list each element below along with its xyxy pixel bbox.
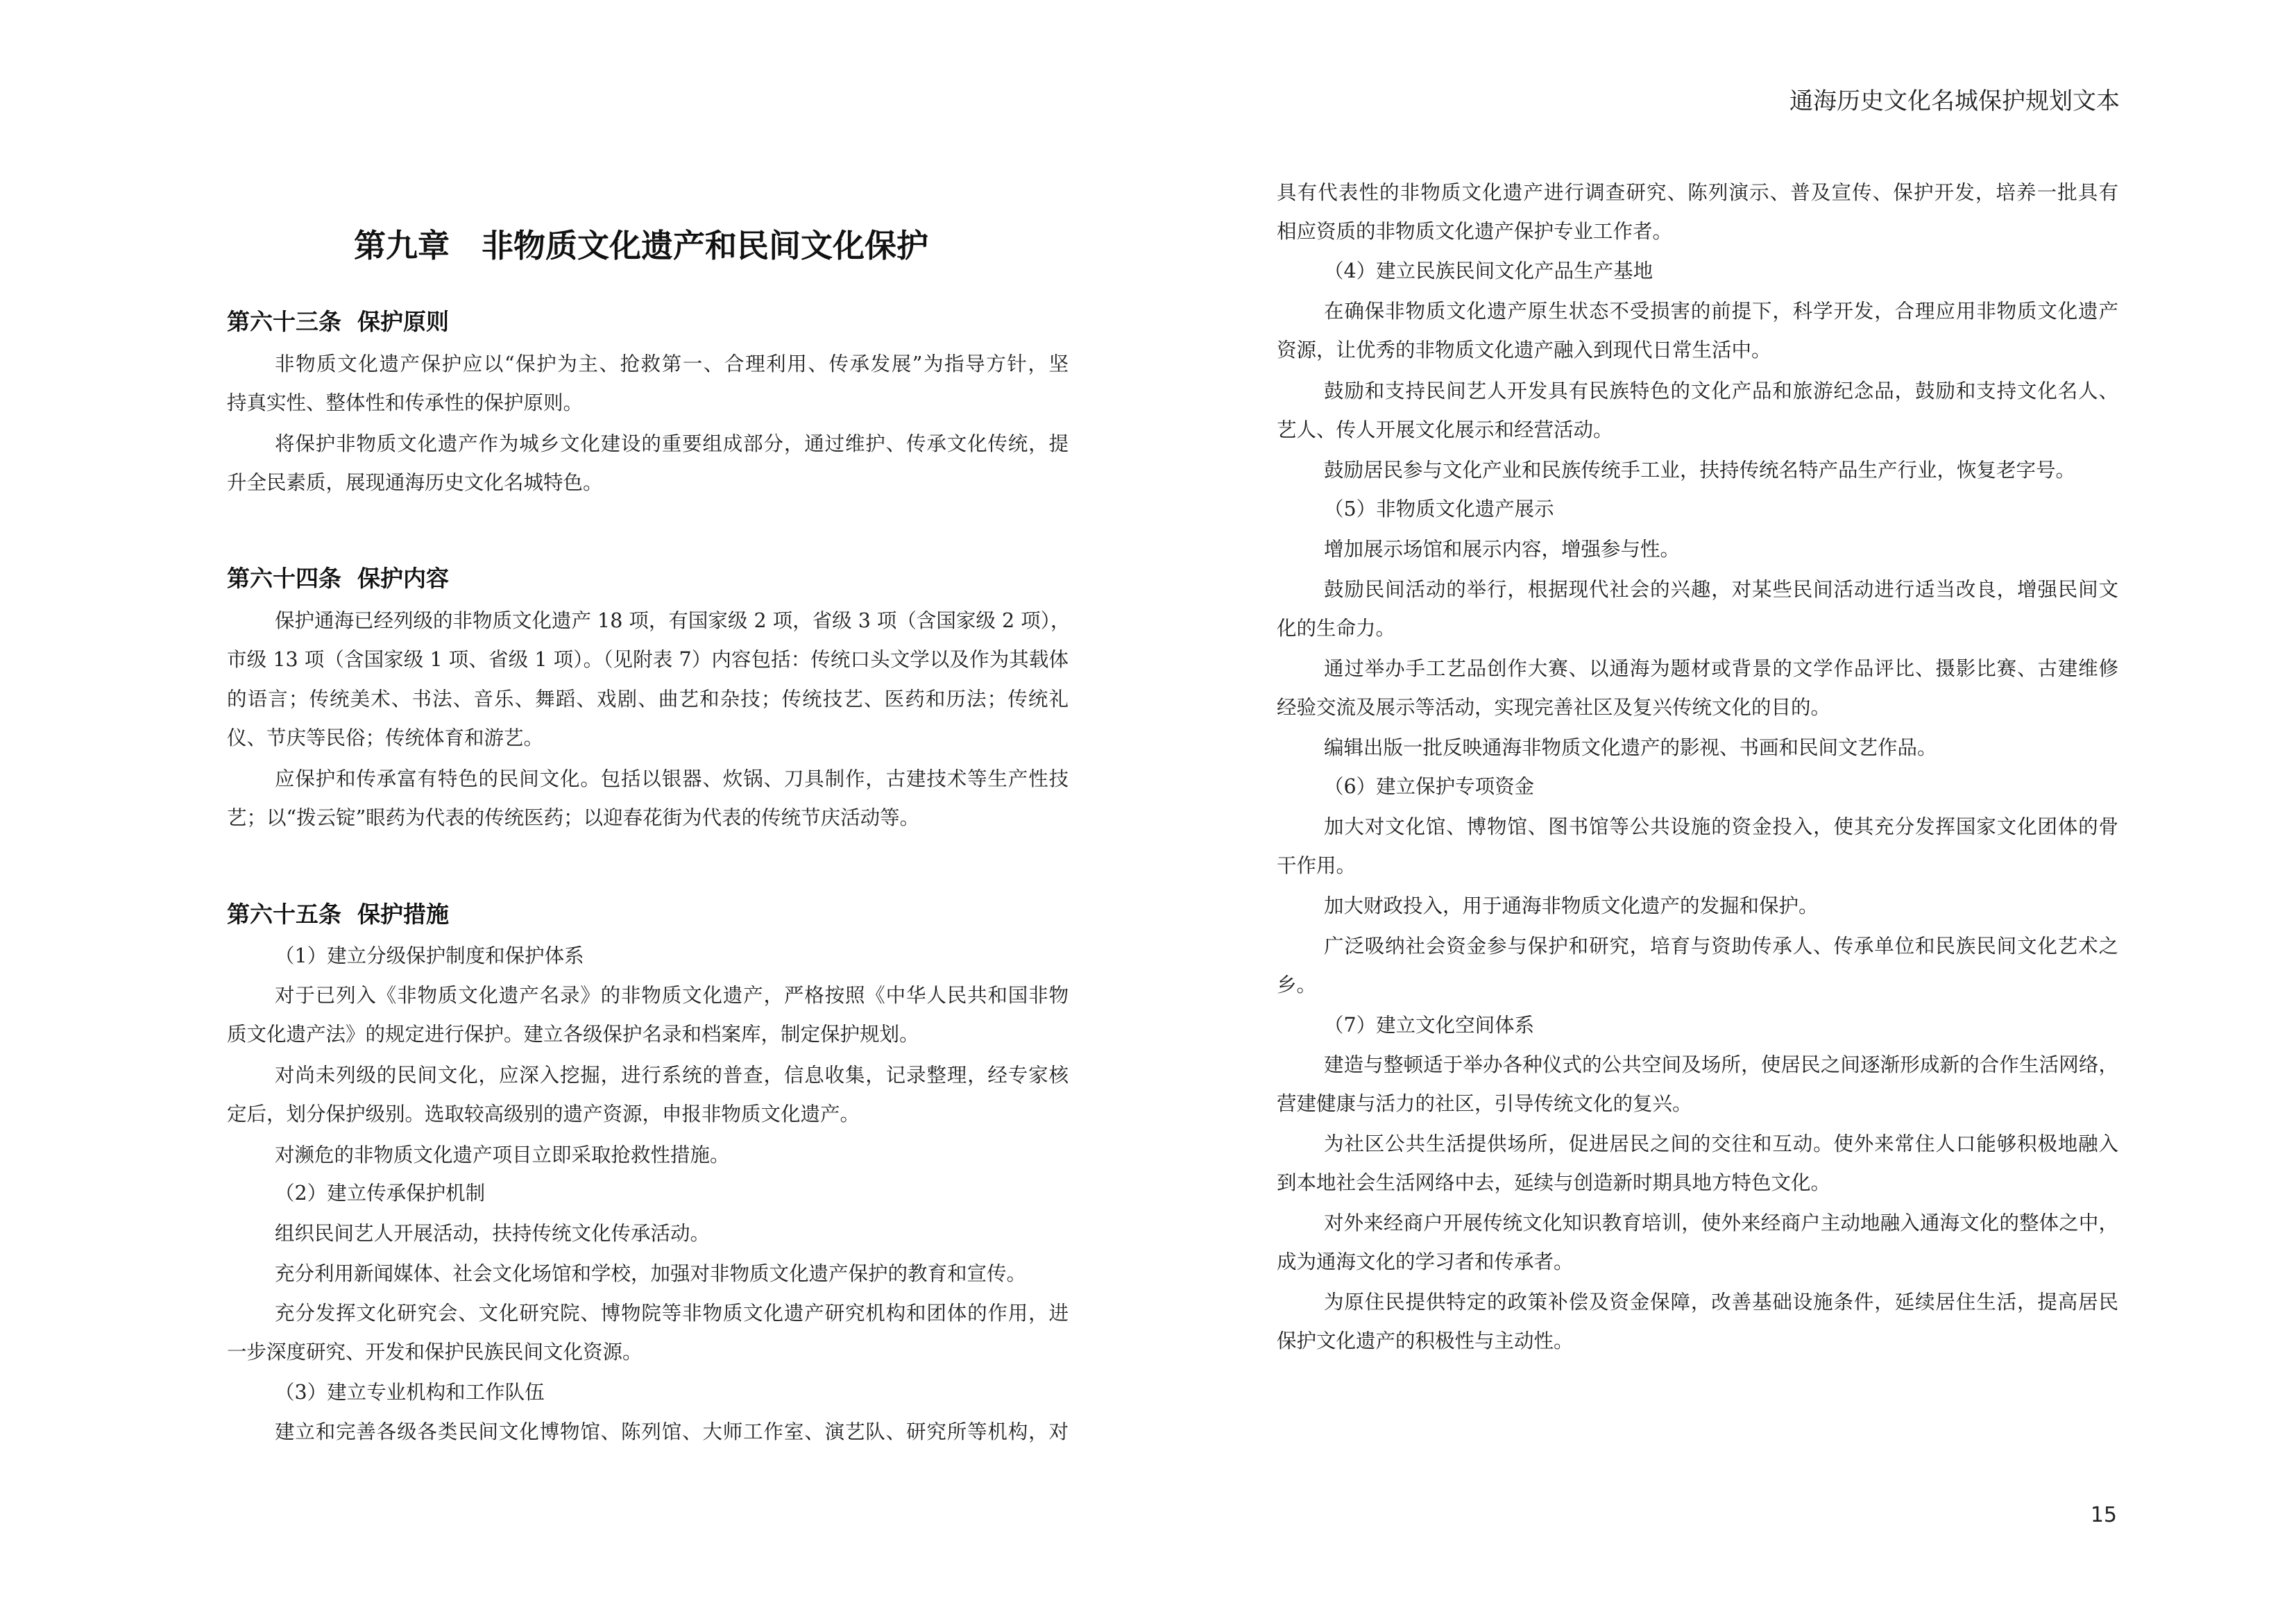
text-line: 艺人、传人开展文化展示和经营活动。 (1277, 418, 1613, 441)
text-line: 化的生命力。 (1277, 617, 1396, 640)
text-line: 建立和完善各级各类民间文化博物馆、陈列馆、大师工作室、演艺队、研究所等机构，对 (275, 1420, 1069, 1443)
text-line: 艺；以“拨云锭”眼药为代表的传统医药；以迎春花街为代表的传统节庆活动等。 (227, 806, 920, 829)
text-line: 为原住民提供特定的政策补偿及资金保障，改善基础设施条件，延续居住生活，提高居民 (1324, 1291, 2118, 1314)
text-line: 加大财政投入，用于通海非物质文化遗产的发掘和保护。 (1324, 894, 1819, 917)
article-64-title: 第六十四条 保护内容 (227, 565, 449, 592)
text-line: 相应资质的非物质文化遗产保护专业工作者。 (1277, 220, 1673, 243)
text-line: 对于已列入《非物质文化遗产名录》的非物质文化遗产，严格按照《中华人民共和国非物 (275, 984, 1069, 1007)
text-line: 广泛吸纳社会资金参与保护和研究，培育与资助传承人、传承单位和民族民间文化艺术之 (1324, 935, 2118, 958)
text-line: （3）建立专业机构和工作队伍 (275, 1381, 545, 1404)
text-line: 定后，划分保护级别。选取较高级别的遗产资源，申报非物质文化遗产。 (227, 1103, 860, 1125)
text-line: 对尚未列级的民间文化，应深入挖掘，进行系统的普查，信息收集，记录整理，经专家核 (275, 1064, 1069, 1087)
text-line: 应保护和传承富有特色的民间文化。包括以银器、炊锅、刀具制作，古建技术等生产性技 (275, 767, 1069, 790)
text-line: 成为通海文化的学习者和传承者。 (1277, 1250, 1574, 1273)
chapter-title: 第九章 非物质文化遗产和民间文化保护 (354, 227, 928, 264)
text-line: 编辑出版一批反映通海非物质文化遗产的影视、书画和民间文艺作品。 (1324, 736, 1937, 759)
text-line: 具有代表性的非物质文化遗产进行调查研究、陈列演示、普及宣传、保护开发，培养一批具有 (1277, 181, 2118, 204)
text-line: 组织民间艺人开展活动，扶持传统文化传承活动。 (275, 1222, 711, 1245)
text-line: 质文化遗产法》的规定进行保护。建立各级保护名录和档案库，制定保护规划。 (227, 1023, 919, 1046)
text-line: 营建健康与活力的社区，引导传统文化的复兴。 (1277, 1092, 1692, 1115)
text-line: 鼓励和支持民间艺人开发具有民族特色的文化产品和旅游纪念品，鼓励和支持文化名人、 (1324, 380, 2118, 402)
text-line: 干作用。 (1277, 854, 1357, 877)
text-line: 非物质文化遗产保护应以“保护为主、抢救第一、合理利用、传承发展”为指导方针，坚 (275, 352, 1069, 375)
text-line: （2）建立传承保护机制 (275, 1182, 486, 1205)
text-line: 到本地社会生活网络中去，延续与创造新时期具地方特色文化。 (1277, 1171, 1831, 1194)
page-header: 通海历史文化名城保护规划文本 (1789, 87, 2120, 115)
text-line: 建造与整顿适于举办各种仪式的公共空间及场所，使居民之间逐渐形成新的合作生活网络， (1324, 1053, 2118, 1076)
text-line: 加大对文化馆、博物馆、图书馆等公共设施的资金投入，使其充分发挥国家文化团体的骨 (1324, 815, 2118, 838)
text-line: 经验交流及展示等活动，实现完善社区及复兴传统文化的目的。 (1277, 696, 1831, 719)
article-65-title: 第六十五条 保护措施 (227, 901, 449, 928)
text-line: 保护通海已经列级的非物质文化遗产 18 项，有国家级 2 项，省级 3 项（含国家级 2 项）， (275, 609, 1071, 632)
text-line: 市级 13 项（含国家级 1 项、省级 1 项）。（见附表 7）内容包括：传统口头文学以及作为其载体 (227, 648, 1069, 671)
text-line: 乡。 (1277, 974, 1317, 996)
text-line: 一步深度研究、开发和保护民族民间文化资源。 (227, 1341, 643, 1363)
text-line: 充分利用新闻媒体、社会文化场馆和学校，加强对非物质文化遗产保护的教育和宣传。 (275, 1262, 1027, 1285)
text-line: 鼓励居民参与文化产业和民族传统手工业，扶持传统名特产品生产行业，恢复老字号。 (1324, 459, 2076, 482)
page-number: 15 (2090, 1503, 2117, 1527)
article-63-title: 第六十三条 保护原则 (227, 308, 449, 335)
text-line: （4）建立民族民间文化产品生产基地 (1324, 260, 1653, 282)
text-line: 充分发挥文化研究会、文化研究院、博物院等非物质文化遗产研究机构和团体的作用，进 (275, 1302, 1069, 1325)
text-line: 通过举办手工艺品创作大赛、以通海为题材或背景的文学作品评比、摄影比赛、古建维修 (1324, 657, 2118, 680)
text-line: 将保护非物质文化遗产作为城乡文化建设的重要组成部分，通过维护、传承文化传统，提 (275, 432, 1069, 455)
text-line: 的语言；传统美术、书法、音乐、舞蹈、戏剧、曲艺和杂技；传统技艺、医药和历法；传统礼 (227, 688, 1069, 711)
text-line: （6）建立保护专项资金 (1324, 775, 1535, 798)
text-line: 对外来经商户开展传统文化知识教育培训，使外来经商户主动地融入通海文化的整体之中， (1324, 1212, 2118, 1234)
text-line: （7）建立文化空间体系 (1324, 1014, 1535, 1037)
text-line: 为社区公共生活提供场所，促进居民之间的交往和互动。使外来常住人口能够积极地融入 (1324, 1132, 2118, 1155)
text-line: 保护文化遗产的积极性与主动性。 (1277, 1329, 1574, 1352)
text-line: 升全民素质，展现通海历史文化名城特色。 (227, 471, 603, 494)
text-line: 资源，让优秀的非物质文化遗产融入到现代日常生活中。 (1277, 339, 1771, 362)
text-line: （5）非物质文化遗产展示 (1324, 498, 1554, 520)
text-line: 鼓励民间活动的举行，根据现代社会的兴趣，对某些民间活动进行适当改良，增强民间文 (1324, 578, 2118, 601)
text-line: 对濒危的非物质文化遗产项目立即采取抢救性措施。 (275, 1144, 730, 1166)
text-line: （1）建立分级保护制度和保护体系 (275, 944, 584, 967)
text-line: 仪、节庆等民俗；传统体育和游艺。 (227, 726, 544, 749)
text-line: 持真实性、整体性和传承性的保护原则。 (227, 391, 584, 414)
text-line: 在确保非物质文化遗产原生状态不受损害的前提下，科学开发，合理应用非物质文化遗产 (1324, 300, 2118, 323)
text-line: 增加展示场馆和展示内容，增强参与性。 (1324, 538, 1681, 561)
